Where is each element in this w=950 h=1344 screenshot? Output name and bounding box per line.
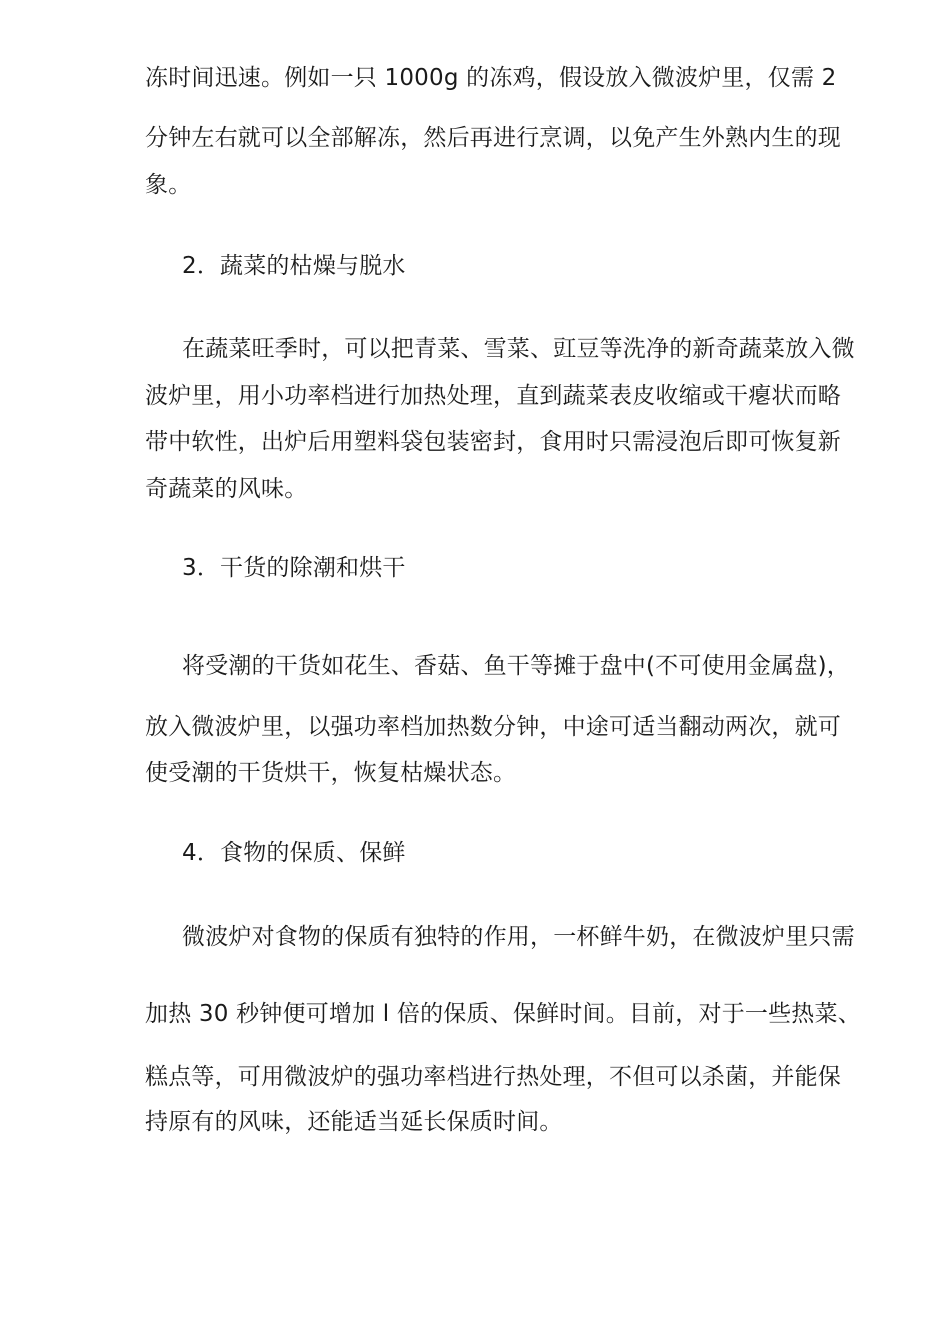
paragraph-line: 在蔬菜旺季时，可以把青菜、雪菜、豇豆等洗净的新奇蔬菜放入微 <box>182 336 855 362</box>
paragraph-line: 象。 <box>145 172 192 198</box>
paragraph-line: 糕点等，可用微波炉的强功率档进行热处理，不但可以杀菌，并能保 <box>145 1064 841 1090</box>
paragraph-line: 将受潮的干货如花生、香菇、鱼干等摊于盘中(不可使用金属盘)， <box>182 653 850 679</box>
paragraph-line: 带中软性，出炉后用塑料袋包装密封，食用时只需浸泡后即可恢复新 <box>145 429 841 455</box>
paragraph-line: 波炉里，用小功率档进行加热处理，直到蔬菜表皮收缩或干瘪状而略 <box>145 383 841 409</box>
paragraph-line: 分钟左右就可以全部解冻，然后再进行烹调，以免产生外熟内生的现 <box>145 125 841 151</box>
paragraph-line: 使受潮的干货烘干，恢复枯燥状态。 <box>145 760 517 786</box>
paragraph-line: 放入微波炉里，以强功率档加热数分钟，中途可适当翻动两次，就可 <box>145 714 841 740</box>
paragraph-line: 微波炉对食物的保质有独特的作用，一杯鲜牛奶，在微波炉里只需 <box>182 924 855 950</box>
paragraph-line: 冻时间迅速。例如一只 1000g 的冻鸡，假设放入微波炉里，仅需 2 <box>145 65 837 91</box>
paragraph-line: 奇蔬菜的风味。 <box>145 476 308 502</box>
section-heading: 4．食物的保质、保鲜 <box>182 840 406 866</box>
section-heading: 3．干货的除潮和烘干 <box>182 555 406 581</box>
paragraph-line: 加热 30 秒钟便可增加 l 倍的保质、保鲜时间。目前，对于一些热菜、 <box>145 1001 861 1027</box>
paragraph-line: 持原有的风味，还能适当延长保质时间。 <box>145 1109 563 1135</box>
section-heading: 2．蔬菜的枯燥与脱水 <box>182 253 406 279</box>
